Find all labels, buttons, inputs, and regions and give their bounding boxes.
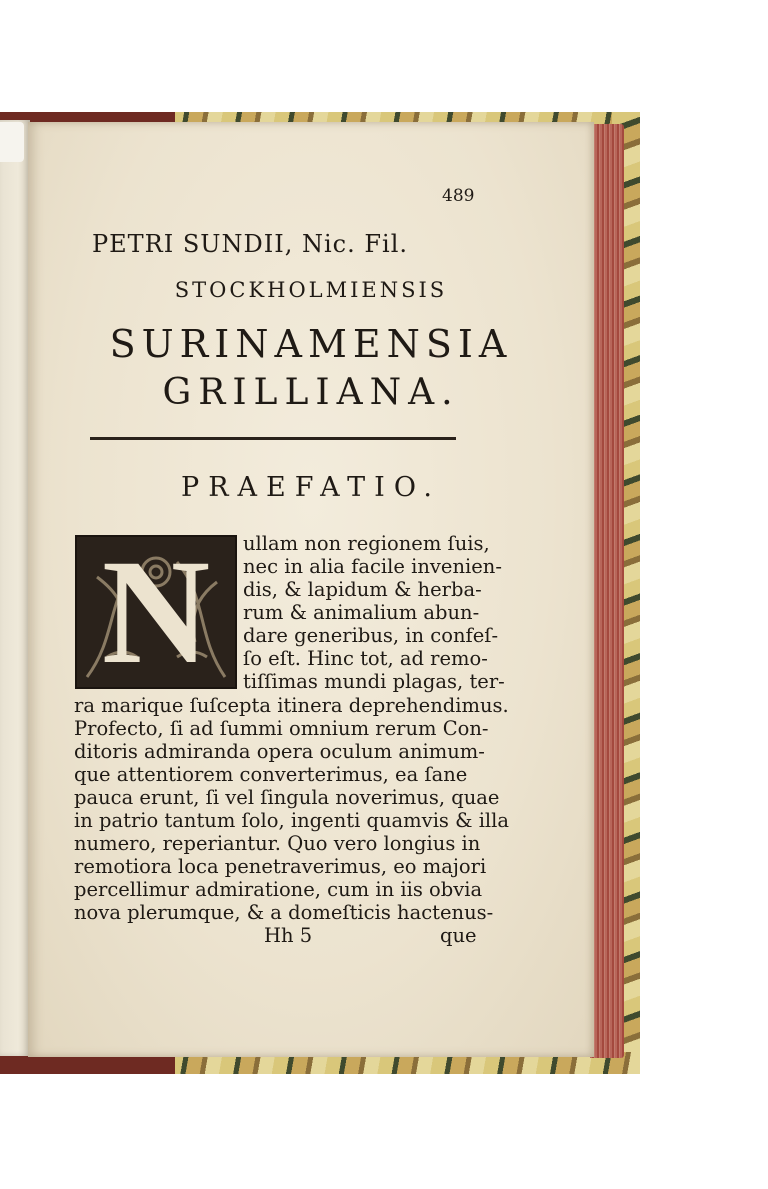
text-line: ditoris admiranda opera oculum animum- <box>74 740 485 763</box>
signature-mark: Hh 5 <box>264 924 313 947</box>
text-line: ſo eſt. Hinc tot, ad remo- <box>243 647 488 670</box>
left-page-edge <box>0 120 30 1056</box>
text-line: tiſſimas mundi plagas, ter- <box>243 670 505 693</box>
text-line: in patrio tantum ſolo, ingenti quamvis & illa <box>74 809 510 832</box>
work-title-line2: GRILLIANA. <box>162 372 460 413</box>
title-rule <box>90 437 456 440</box>
text-line: que attentiorem converterimus, ea ſane <box>74 763 468 786</box>
text-line: percellimur admiratione, cum in iis obvia <box>74 878 483 901</box>
text-line: dare generibus, in confeſ- <box>243 624 499 647</box>
text-line: dis, & lapidum & herba- <box>243 578 482 601</box>
text-line: ullam non regionem ſuis, <box>243 532 490 555</box>
text-line: nec in alia facile invenien- <box>243 555 502 578</box>
text-line: pauca erunt, ſi vel ſingula noverimus, quae <box>74 786 500 809</box>
catchword: que <box>440 924 477 947</box>
left-page-paper-tab <box>0 122 24 162</box>
text-line: rum & animalium abun- <box>243 601 480 624</box>
author-name: PETRI SUNDII, Nic. Fil. <box>92 230 408 258</box>
drop-cap-letter: N <box>101 529 211 695</box>
text-line: remotiora loca penetraverimus, eo majori <box>74 855 487 878</box>
work-title-line1: SURINAMENSIA <box>109 322 513 366</box>
ornamental-drop-cap <box>75 529 237 695</box>
author-origin: STOCKHOLMIENSIS <box>174 278 448 302</box>
book-page <box>28 122 594 1057</box>
text-line: Profecto, ſi ad ſummi omnium rerum Con- <box>74 717 489 740</box>
text-line: ra marique ſuſcepta itinera deprehendimus. <box>74 694 509 717</box>
page-block-edge <box>590 124 624 1058</box>
text-line: nova plerumque, & a domeſticis hactenus- <box>74 901 494 924</box>
text-line: numero, reperiantur. Quo vero longius in <box>74 832 481 855</box>
page-number: 489 <box>442 186 475 206</box>
section-heading: PRAEFATIO. <box>181 472 441 503</box>
